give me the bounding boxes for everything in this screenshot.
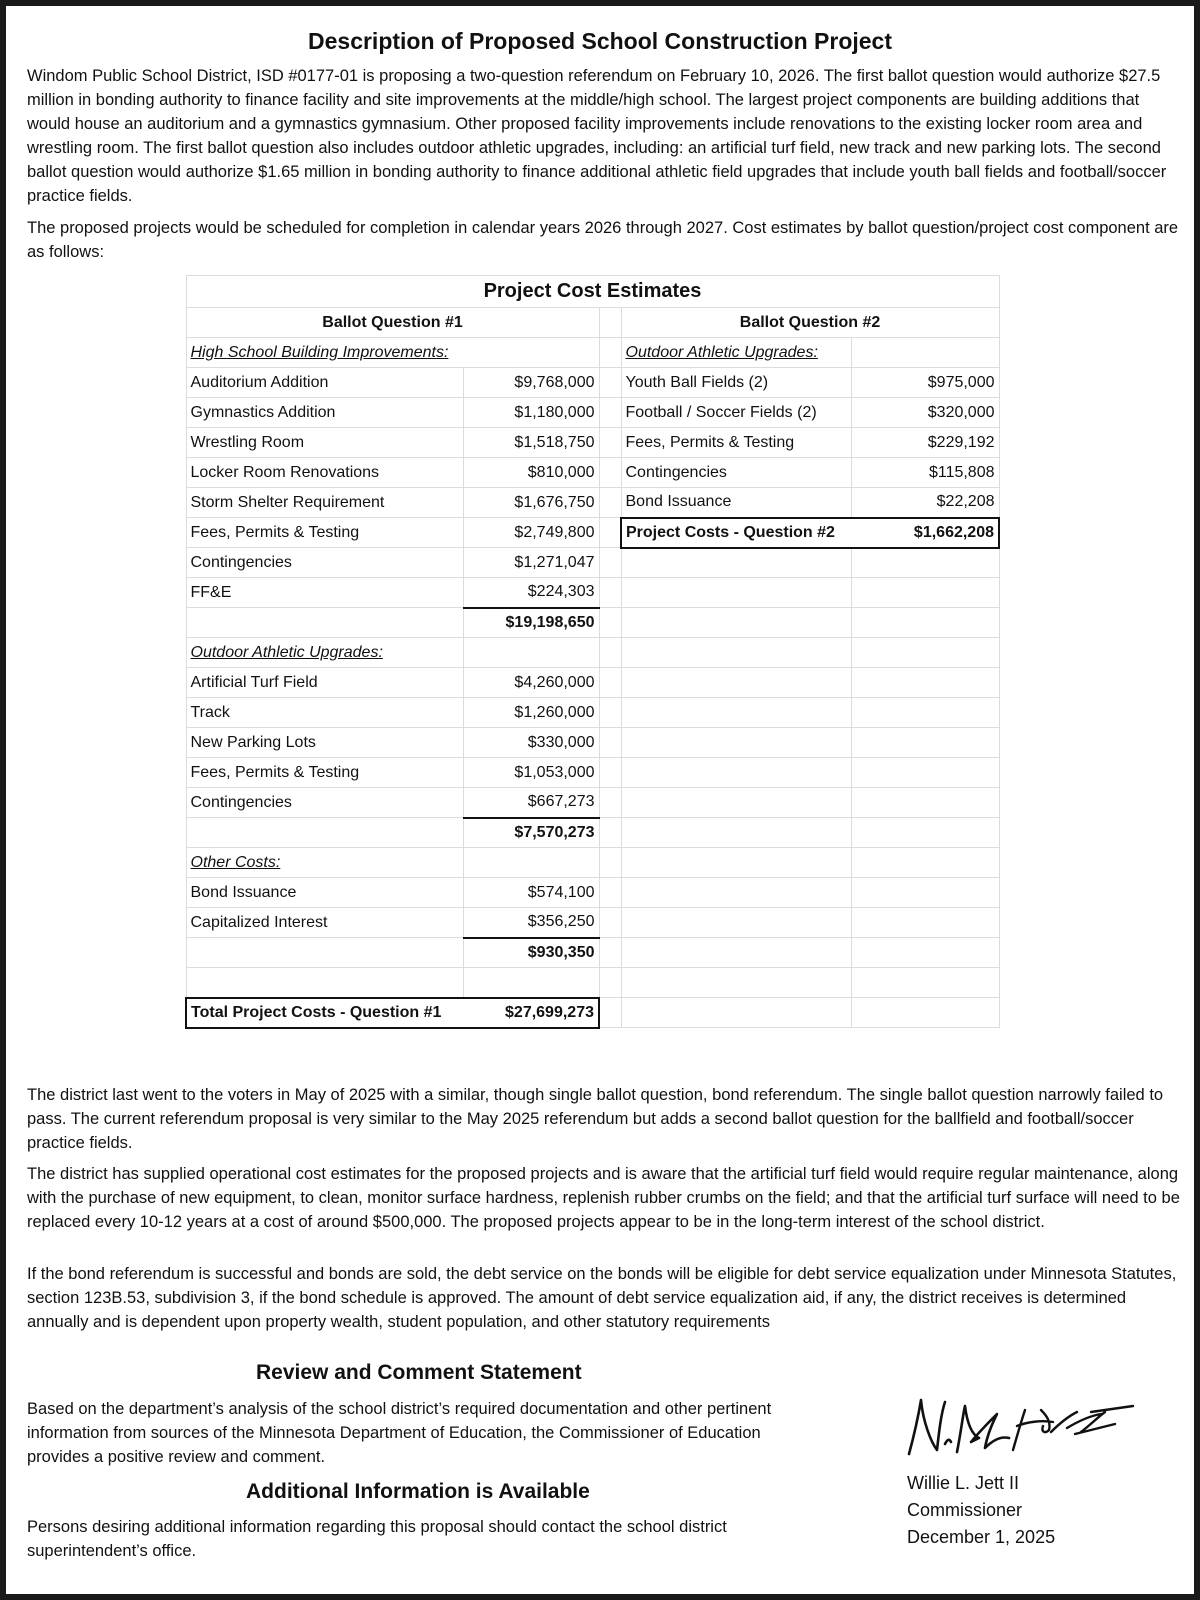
project-cost-table xyxy=(185,275,1000,1029)
table-row xyxy=(186,608,999,638)
table-row xyxy=(186,758,999,788)
cost-value: $356,250 xyxy=(463,908,599,938)
q2-heading: Outdoor Athletic Upgrades: xyxy=(621,338,851,368)
cost-value: $229,192 xyxy=(851,428,999,458)
signer-name: Willie L. Jett II xyxy=(907,1473,1020,1493)
handwritten-signature xyxy=(901,1392,1161,1464)
table-row xyxy=(186,398,999,428)
cost-value: $4,260,000 xyxy=(463,668,599,698)
history-paragraph: The district last went to the voters in May of 2025 with a similar, though single ballot question, bond referendum. The single ballot question narrowly failed to pass. The current referendum proposal is very similar to the May 2025 referendum but adds a second ballot question for the ballfield and football/soccer practice fields. xyxy=(27,1086,1164,1152)
signature-date: December 1, 2025 xyxy=(907,1527,1056,1547)
intro-paragraph-1: Windom Public School District, ISD #0177-01 is proposing a two-question referendum on February 10, 2026. The first ballot question would authorize $27.5 million in bonding authority to finance facility and site improvements at the middle/high school. The largest project components are building additions that would house an auditorium and a gymnastics gymnasium. Other proposed facility improvements include renovations to the existing locker room area and wrestling room. The first ballot question also includes outdoor athletic upgrades, including: an artificial turf field, new track and new parking lots. The second ballot question would authorize $1.65 million in bonding authority to finance additional athletic field upgrades that include youth ball fields and football/soccer practice fields. xyxy=(27,67,1167,205)
q1-outdoor-subtotal: $7,570,273 xyxy=(463,818,599,848)
cost-label: Capitalized Interest xyxy=(186,908,463,938)
intro-paragraph-2: The proposed projects would be scheduled for completion in calendar years 2026 through 2027. Cost estimates by ballot question/project cost component are as follows: xyxy=(27,219,1179,261)
table-row xyxy=(186,458,999,488)
table-row xyxy=(186,788,999,818)
q1-other-heading: Other Costs: xyxy=(186,848,463,878)
cost-value: $1,271,047 xyxy=(463,548,599,578)
operational-cost-paragraph: The district has supplied operational cost estimates for the proposed projects and is aware that the artificial turf field would require regular maintenance, along with the purchase of new equipment, to clean, monitor surface hardness, replenish rubber crumbs on the field; and that the artificial turf surface will need to be replaced every 10-12 years at a cost of around $500,000. The proposed projects appear to be in the long-term interest of the school district. xyxy=(27,1165,1180,1231)
cost-label: Contingencies xyxy=(186,548,463,578)
table-row xyxy=(186,818,999,848)
review-heading: Review and Comment Statement xyxy=(256,1361,582,1384)
review-body: Based on the department’s analysis of the school district’s required documentation and other pertinent information from sources of the Minnesota Department of Education, the Commissioner of Education provides a positive review and comment. xyxy=(27,1400,772,1466)
cost-value: $115,808 xyxy=(851,458,999,488)
cost-label: Storm Shelter Requirement xyxy=(186,488,463,518)
cost-label: Fees, Permits & Testing xyxy=(621,428,851,458)
cost-value: $320,000 xyxy=(851,398,999,428)
table-row xyxy=(186,488,999,518)
cost-label: FF&E xyxy=(186,578,463,608)
page-title: Description of Proposed School Construction Project xyxy=(308,28,892,54)
cost-value: $667,273 xyxy=(463,788,599,818)
q1-total-value: $27,699,273 xyxy=(463,998,599,1028)
cost-label: Bond Issuance xyxy=(621,488,851,518)
table-row xyxy=(186,698,999,728)
cost-value: $574,100 xyxy=(463,878,599,908)
q2-header: Ballot Question #2 xyxy=(621,308,999,338)
cost-value: $1,676,750 xyxy=(463,488,599,518)
q1-outdoor-heading: Outdoor Athletic Upgrades: xyxy=(186,638,463,668)
cost-value: $1,053,000 xyxy=(463,758,599,788)
equalization-paragraph: If the bond referendum is successful and bonds are sold, the debt service on the bonds will be eligible for debt service equalization under Minnesota Statutes, section 123B.53, subdivision 3, if the bond schedule is approved. The amount of debt service equalization aid, if any, the district receives is determined annually and is dependent upon property wealth, student population, and other statutory requirements xyxy=(27,1265,1177,1331)
table-row xyxy=(186,728,999,758)
cost-label: Bond Issuance xyxy=(186,878,463,908)
cost-label: Auditorium Addition xyxy=(186,368,463,398)
cost-label: Football / Soccer Fields (2) xyxy=(621,398,851,428)
table-row xyxy=(186,878,999,908)
cost-label: Contingencies xyxy=(621,458,851,488)
table-row xyxy=(186,998,999,1028)
cost-value: $22,208 xyxy=(851,488,999,518)
q1-header: Ballot Question #1 xyxy=(186,308,599,338)
cost-value: $224,303 xyxy=(463,578,599,608)
cost-label: Fees, Permits & Testing xyxy=(186,518,463,548)
q1-building-subtotal: $19,198,650 xyxy=(463,608,599,638)
cost-value: $2,749,800 xyxy=(463,518,599,548)
table-row xyxy=(186,578,999,608)
cost-value: $1,260,000 xyxy=(463,698,599,728)
table-row xyxy=(186,938,999,968)
table-row xyxy=(186,548,999,578)
additional-info-body: Persons desiring additional information regarding this proposal should contact the school district superintendent’s office. xyxy=(27,1518,727,1560)
signature-block xyxy=(907,1470,1055,1551)
cost-value: $1,518,750 xyxy=(463,428,599,458)
table-row xyxy=(186,518,999,548)
cost-label: Wrestling Room xyxy=(186,428,463,458)
cost-label: Track xyxy=(186,698,463,728)
q1-other-subtotal: $930,350 xyxy=(463,938,599,968)
q1-total-label: Total Project Costs - Question #1 xyxy=(186,998,463,1028)
table-row xyxy=(186,908,999,938)
cost-label: Gymnastics Addition xyxy=(186,398,463,428)
cost-label: New Parking Lots xyxy=(186,728,463,758)
q2-total-value: $1,662,208 xyxy=(851,518,999,548)
q2-total-label: Project Costs - Question #2 xyxy=(621,518,851,548)
cost-label: Locker Room Renovations xyxy=(186,458,463,488)
cost-label: Fees, Permits & Testing xyxy=(186,758,463,788)
table-row xyxy=(186,428,999,458)
signer-title: Commissioner xyxy=(907,1500,1023,1520)
q1-building-heading: High School Building Improvements: xyxy=(186,338,599,368)
table-row xyxy=(186,668,999,698)
cost-value: $330,000 xyxy=(463,728,599,758)
cost-value: $1,180,000 xyxy=(463,398,599,428)
cost-label: Contingencies xyxy=(186,788,463,818)
cost-value: $975,000 xyxy=(851,368,999,398)
cost-value: $810,000 xyxy=(463,458,599,488)
table-title: Project Cost Estimates xyxy=(186,276,999,308)
table-row xyxy=(186,368,999,398)
cost-value: $9,768,000 xyxy=(463,368,599,398)
cost-label: Artificial Turf Field xyxy=(186,668,463,698)
cost-label: Youth Ball Fields (2) xyxy=(621,368,851,398)
additional-info-heading: Additional Information is Available xyxy=(246,1480,590,1503)
